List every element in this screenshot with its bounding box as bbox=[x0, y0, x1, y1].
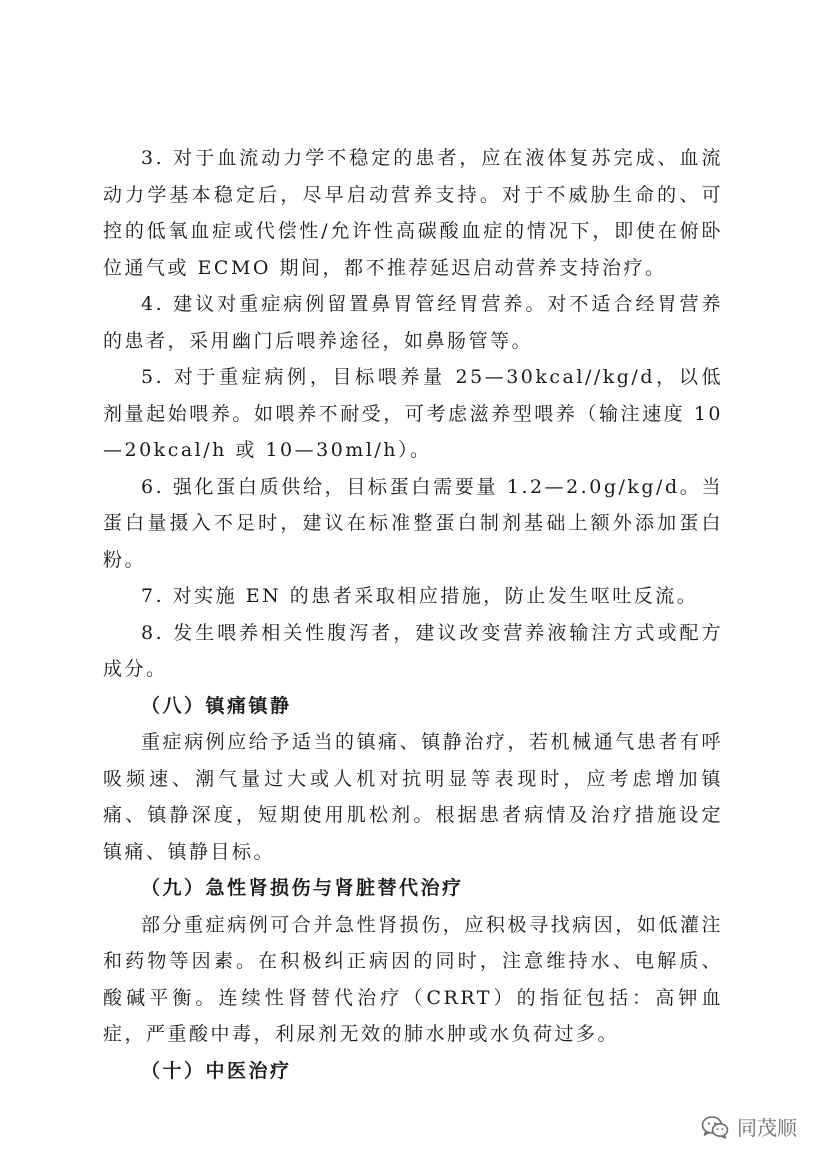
paragraph-analgesia-sedation: 重症病例应给予适当的镇痛、镇静治疗，若机械通气患者有呼吸频速、潮气量过大或人机对抗明显等表现时，应考虑增加镇痛、镇静深度，短期使用肌松剂。根据患者病情及治疗措施设定镇痛、镇静目标。 bbox=[103, 731, 723, 863]
paragraph-8: 8. 发生喂养相关性腹泻者，建议改变营养液输注方式或配方成分。 bbox=[103, 621, 723, 680]
section-heading-acute-kidney-injury: （九）急性肾损伤与肾脏替代治疗 bbox=[141, 877, 464, 899]
section-heading-tcm-treatment: （十）中医治疗 bbox=[141, 1059, 292, 1082]
paragraph-5: 5. 对于重症病例，目标喂养量 25—30kcal//kg/d，以低剂量起始喂养。如喂养不耐受，可考虑滋养型喂养（输注速度 10—20kcal/h 或 10—30ml/h）。 bbox=[103, 366, 723, 461]
paragraph-4: 4. 建议对重症病例留置鼻胃管经胃营养。对不适合经胃营养的患者，采用幽门后喂养途径，如鼻肠管等。 bbox=[103, 293, 723, 352]
paragraph-7: 7. 对实施 EN 的患者采取相应措施，防止发生呕吐反流。 bbox=[141, 585, 699, 607]
paragraph-acute-kidney-injury: 部分重症病例可合并急性肾损伤，应积极寻找病因，如低灌注和药物等因素。在积极纠正病因的同时，注意维持水、电解质、酸碱平衡。连续性肾替代治疗（CRRT）的指征包括：高钾血症，严重酸中毒，利尿剂无效的肺水肿或水负荷过多。 bbox=[103, 913, 723, 1045]
wechat-watermark bbox=[701, 1112, 797, 1141]
paragraph-3: 3. 对于血流动力学不稳定的患者，应在液体复苏完成、血流动力学基本稳定后，尽早启动营养支持。对于不威胁生命的、可控的低氧血症或代偿性/允许性高碳酸血症的情况下，即使在俯卧位通气或 ECMO 期间，都不推荐延迟启动营养支持治疗。 bbox=[103, 147, 723, 279]
wechat-icon bbox=[701, 1115, 729, 1139]
paragraph-6: 6. 强化蛋白质供给，目标蛋白需要量 1.2—2.0g/kg/d。当蛋白量摄入不足时，建议在标准整蛋白制剂基础上额外添加蛋白粉。 bbox=[103, 475, 723, 571]
section-heading-analgesia-sedation: （八）镇痛镇静 bbox=[141, 694, 292, 717]
document-body bbox=[103, 140, 723, 1089]
watermark-label: 同茂顺 bbox=[737, 1116, 797, 1140]
